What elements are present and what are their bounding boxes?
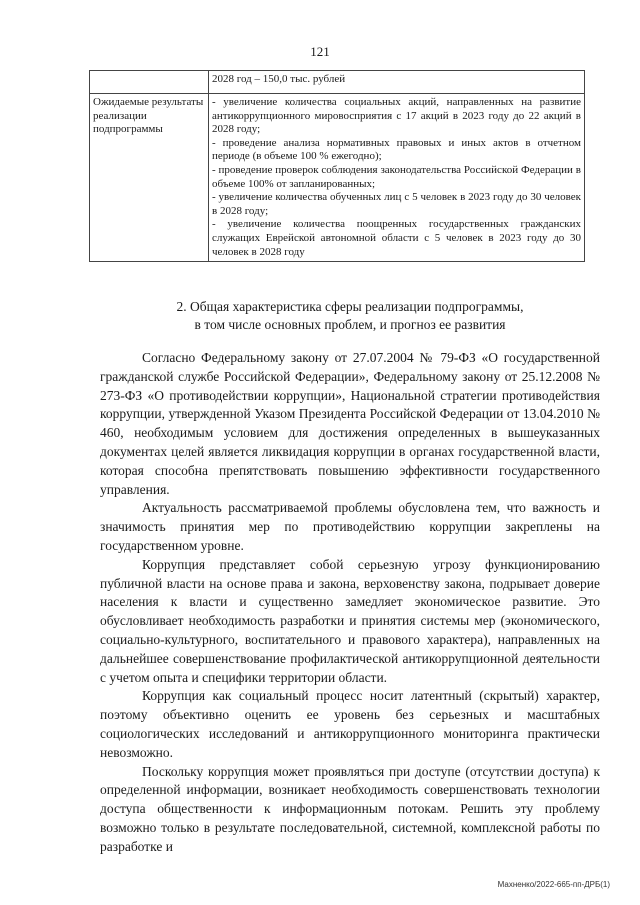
table-row — [90, 71, 585, 94]
paragraph: Согласно Федеральному закону от 27.07.2004 № 79-ФЗ «О государственной гражданской службе Российской Федерации», Федеральному закону от 25.12.2008 № 273-ФЗ «О противодействии коррупции», Национальной стратегии противодействия коррупции, утвержденной Указом Президента Российской Федерации от 13.04.2010 № 460, необходимым условием для достижения определенных в вышеуказанных документах целей является ликвидация коррупции в органах государственной власти, которая способна препятствовать повышению эффективности государственного управления. — [100, 350, 600, 497]
table-row — [90, 94, 585, 262]
list-item: - проведение анализа нормативных правовых и иных актов в отчетном периоде (в объеме 100 % ежегодно); — [212, 136, 581, 163]
expected-results-list — [209, 94, 585, 262]
list-item: - увеличение количества поощренных государственных гражданских служащих Еврейской автономной области с 5 человек в 2023 году до 30 человек в 2028 году — [212, 218, 581, 258]
page-number: 121 — [310, 44, 330, 59]
paragraph: Коррупция представляет собой серьезную угрозу функционированию публичной власти на основе права и закона, верховенству закона, подрывает доверие населения к власти и существенно замедляет экономическое развитие. Это обусловливает необходимость разработки и принятия системы мер (экономического, социально-культурного, воспитательного и правового характера), направленных на дальнейшее совершенствование профилактической антикоррупционной деятельности с учетом опыта и специфики территории области. — [100, 556, 600, 685]
paragraph: Поскольку коррупция может проявляться при доступе (отсутствии доступа) к определенной информации, возникает необходимость совершенствовать технологии доступа общественности к информационным потокам. Решить эту проблему возможно только в результате последовательной, системной, комплексной работы по разработке и — [100, 763, 600, 854]
section-heading-line: в том числе основных проблем, и прогноз ее развития — [194, 317, 506, 332]
table-cell-value: 2028 год – 150,0 тыс. рублей — [209, 71, 585, 94]
table-cell-label — [90, 71, 209, 94]
paragraph: Коррупция как социальный процесс носит латентный (скрытый) характер, поэтому объективно оценить ее уровень без серьезных и масштабных социологических исследований и антикоррупционного мониторинга практически невозможно. — [100, 688, 600, 760]
subprogram-table — [89, 70, 585, 262]
footer-document-code: Махненко/2022-665-пп-ДРБ(1) — [497, 880, 610, 889]
section-heading-line: 2. Общая характеристика сферы реализации подпрограммы, — [176, 299, 524, 314]
list-item: - увеличение количества социальных акций, направленных на развитие антикоррупционного мировосприятия с 17 акций в 2023 году до 22 акций в 2028 году; — [212, 96, 581, 136]
list-item: - проведение проверок соблюдения законодательства Российской Федерации в объеме 100% от запланированных; — [212, 163, 581, 190]
list-item: - увеличение количества обученных лиц с 5 человек в 2023 году до 30 человек в 2028 году; — [212, 191, 581, 217]
body-text — [100, 349, 600, 857]
section-heading — [100, 298, 600, 334]
expected-results-label: Ожидаемые результаты реализации подпрограммы — [90, 94, 209, 262]
paragraph: Актуальность рассматриваемой проблемы обусловлена тем, что важность и значимость принятия мер по противодействию коррупции закреплены на государственном уровне. — [100, 500, 600, 553]
